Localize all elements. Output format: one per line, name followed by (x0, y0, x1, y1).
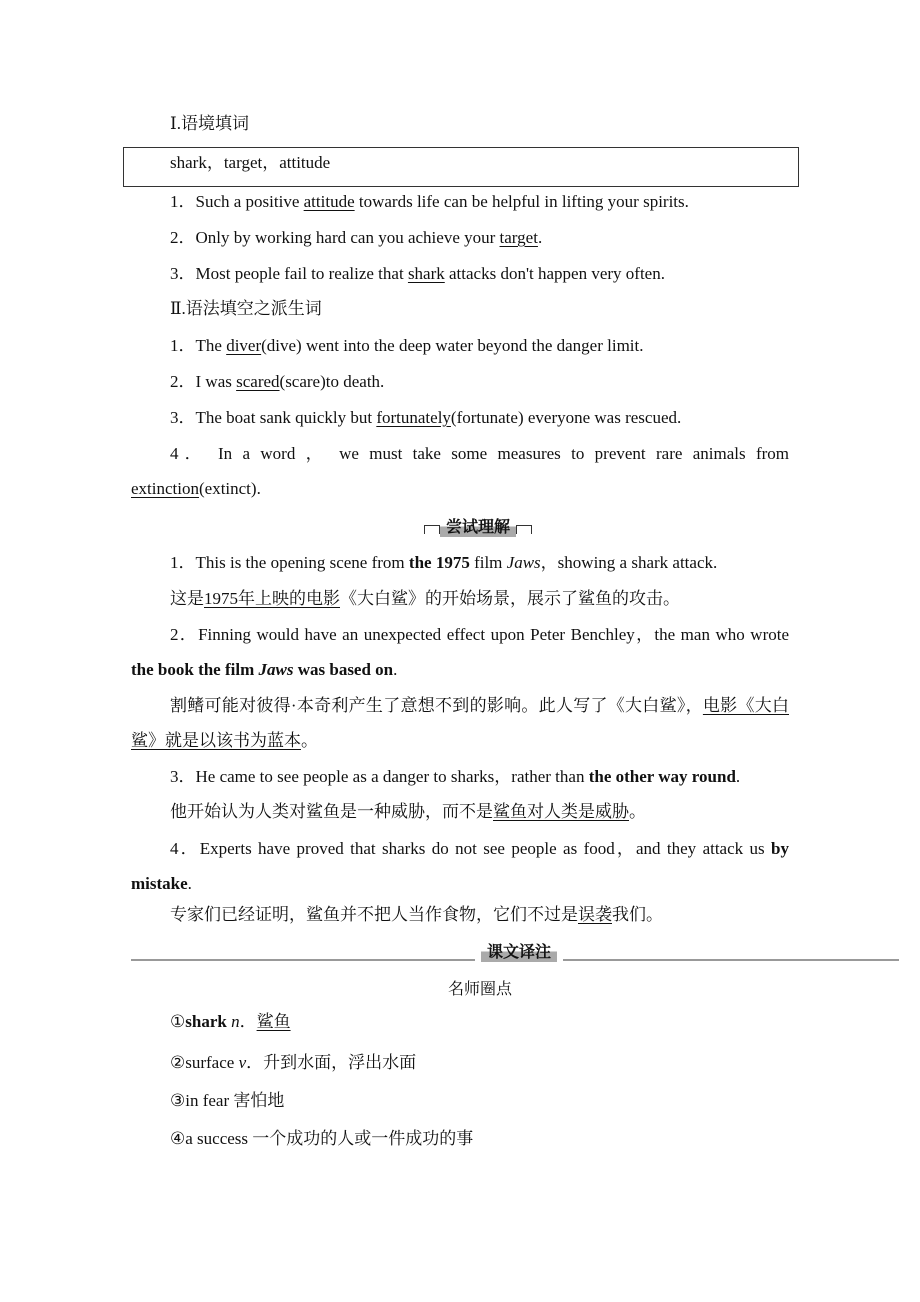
text-segment: 。 (629, 802, 646, 821)
exercise-item (131, 436, 789, 506)
text-segment: 我们。 (612, 905, 663, 924)
answer-text: target (499, 228, 538, 247)
section-banner (418, 513, 538, 537)
text-segment: 。 (301, 731, 318, 750)
text-segment: 《大白鲨》的开始场景，展示了鲨鱼的攻击。 (340, 589, 680, 608)
text-segment: ，showing a shark attack. (540, 553, 718, 572)
answer-text: 误袭 (578, 905, 612, 924)
text-segment: (scare)to death. (279, 372, 385, 391)
banner-bracket-right (516, 525, 532, 534)
text-segment: 他开始认为人类对鲨鱼是一种威胁，而不是 (170, 802, 493, 821)
text-segment: ④a success 一个成功的人或一件成功的事 (170, 1129, 474, 1148)
exercise-item (131, 364, 789, 399)
note-item (170, 1121, 790, 1156)
exercise-item (131, 184, 789, 219)
answer-text: shark (407, 264, 445, 283)
banner-bracket-left (424, 525, 440, 534)
sentence-item (131, 759, 789, 794)
text-segment: was based on (293, 660, 394, 679)
text-segment: the 1975 (408, 553, 470, 572)
exercise-item (131, 328, 789, 363)
text-segment: film (469, 553, 507, 572)
answer-text: 1975年上映的电影 (204, 589, 340, 608)
sentence-translation (131, 794, 789, 829)
answer-text: 鲨鱼 (256, 1012, 291, 1031)
section1-heading: Ⅰ.语境填词 (170, 114, 249, 133)
exercise-item (131, 400, 789, 435)
text-segment: 2．Finning would have an unexpected effect upon Peter Benchley，the man who wrote (170, 625, 789, 644)
banner-title: 课文译注 (481, 939, 557, 962)
text-segment: (extinct). (198, 479, 261, 498)
text-segment: Jaws (506, 553, 541, 572)
text-segment: attacks don't happen very often. (444, 264, 665, 283)
banner-title: 尝试理解 (440, 514, 516, 537)
text-segment: (dive) went into the deep water beyond the danger limit. (261, 336, 644, 355)
text-segment: ③in fear 害怕地 (170, 1091, 285, 1110)
text-segment: ． (239, 1012, 257, 1031)
text-segment: 2．Only by working hard can you achieve your (170, 228, 500, 247)
sentence-translation (131, 688, 789, 758)
text-segment: v (238, 1053, 247, 1072)
sentence-item (131, 831, 789, 901)
exercise-item (131, 256, 789, 291)
text-segment: . (735, 767, 741, 786)
note-item (170, 1045, 790, 1080)
section-banner (475, 938, 563, 962)
text-segment: 1．This is the opening scene from (170, 553, 409, 572)
section2-heading: Ⅱ.语法填空之派生词 (170, 299, 322, 318)
sentence-translation (131, 581, 789, 616)
word-box-text: shark，target，attitude (170, 153, 331, 172)
text-segment: . (537, 228, 543, 247)
subheading: 名师圈点 (447, 979, 512, 998)
text-segment: . (393, 660, 398, 679)
text-segment: 割鳍可能对彼得·本奇利产生了意想不到的影响。此人写了《大白鲨》， (170, 696, 703, 715)
text-segment: n (231, 1012, 240, 1031)
text-segment: ．升到水面，浮出水面 (246, 1053, 417, 1072)
answer-text: extinction (131, 479, 199, 498)
answer-text: 电影《大白鲨》就是以该书为蓝本 (131, 696, 789, 750)
sentence-item (131, 617, 789, 687)
text-segment: 4． In a word ， we must take some measures to prevent rare animals from (170, 444, 789, 463)
answer-text: attitude (303, 192, 355, 211)
answer-text: diver (226, 336, 262, 355)
text-segment: 3．He came to see people as a danger to sharks，rather than (170, 767, 589, 786)
note-item (170, 1083, 790, 1118)
text-segment: towards life can be helpful in lifting your spirits. (354, 192, 689, 211)
text-segment: 3．The boat sank quickly but (170, 408, 377, 427)
text-segment: 专家们已经证明，鲨鱼并不把人当作食物，它们不过是 (170, 905, 578, 924)
text-segment: Jaws (258, 660, 294, 679)
text-segment: the book the film (131, 660, 259, 679)
text-segment: . (187, 874, 192, 893)
exercise-item (131, 220, 789, 255)
text-segment: by mistake (131, 839, 789, 893)
text-segment: 4．Experts have proved that sharks do not see people as food，and they attack us (170, 839, 772, 858)
note-item (170, 1004, 790, 1039)
text-segment: (fortunate) everyone was rescued. (450, 408, 682, 427)
text-segment: 1．Such a positive (170, 192, 304, 211)
text-segment: ① (170, 1012, 186, 1031)
sentence-item (131, 545, 789, 580)
text-segment: 这是 (170, 589, 204, 608)
text-segment: 1．The (170, 336, 227, 355)
sentence-translation (131, 897, 789, 932)
answer-text: scared (236, 372, 280, 391)
answer-text: fortunately (376, 408, 451, 427)
text-segment: 2．I was (170, 372, 237, 391)
text-segment: the other way round (588, 767, 736, 786)
text-segment: shark (185, 1012, 227, 1031)
text-segment: 3．Most people fail to realize that (170, 264, 408, 283)
answer-text: 鲨鱼对人类是威胁 (493, 802, 629, 821)
text-segment: ②surface (170, 1053, 239, 1072)
